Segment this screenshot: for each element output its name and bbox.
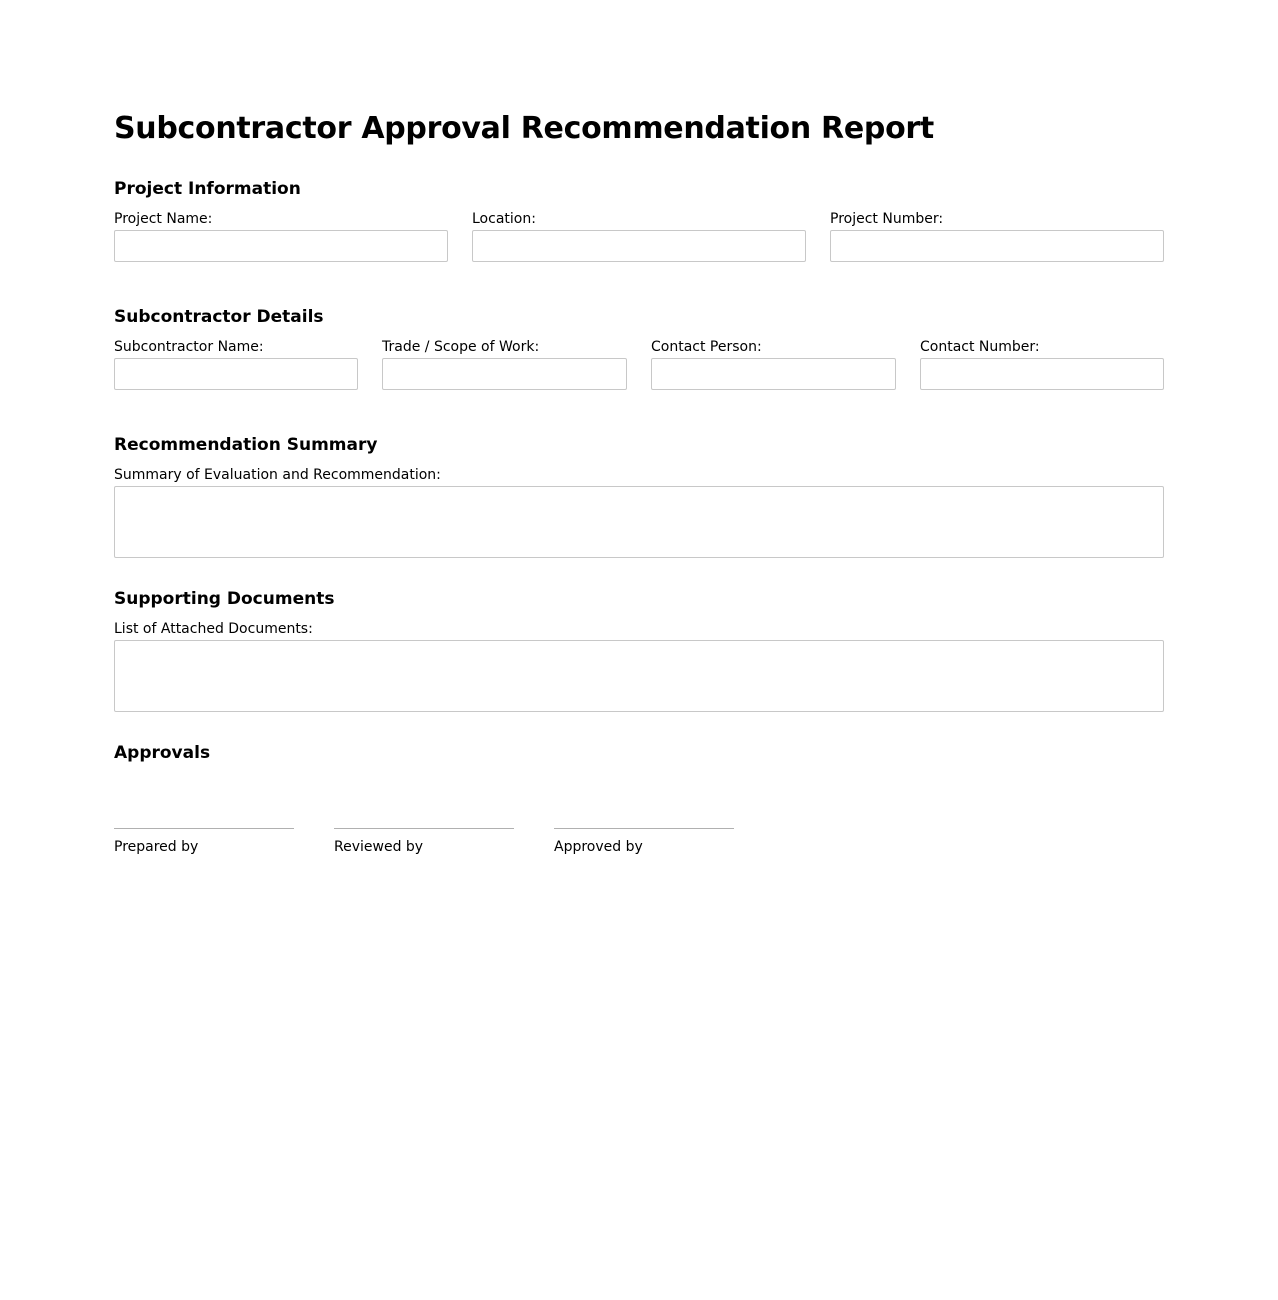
project-name-input[interactable]: [114, 230, 448, 262]
trade-scope-input[interactable]: [382, 358, 627, 390]
contact-person-input[interactable]: [651, 358, 896, 390]
location-input[interactable]: [472, 230, 806, 262]
prepared-by-signature-line[interactable]: [114, 828, 294, 829]
reviewed-by-label: Reviewed by: [334, 839, 424, 855]
project-information-heading: Project Information: [114, 179, 301, 199]
contact-number-input[interactable]: [920, 358, 1164, 390]
approved-by-label: Approved by: [554, 839, 643, 855]
approvals-heading: Approvals: [114, 743, 211, 763]
project-number-input[interactable]: [830, 230, 1164, 262]
reviewed-by-signature-line[interactable]: [334, 828, 514, 829]
page-title: Subcontractor Approval Recommendation Report: [114, 111, 934, 146]
subcontractor-name-input[interactable]: [114, 358, 358, 390]
attached-documents-label: List of Attached Documents:: [114, 621, 313, 637]
approved-by-signature-line[interactable]: [554, 828, 734, 829]
location-label: Location:: [472, 211, 536, 227]
contact-person-label: Contact Person:: [651, 339, 762, 355]
summary-label: Summary of Evaluation and Recommendation:: [114, 467, 441, 483]
recommendation-summary-heading: Recommendation Summary: [114, 435, 378, 455]
subcontractor-details-heading: Subcontractor Details: [114, 307, 324, 327]
project-number-label: Project Number:: [830, 211, 944, 227]
summary-textarea[interactable]: [114, 486, 1164, 558]
trade-scope-label: Trade / Scope of Work:: [382, 339, 540, 355]
supporting-documents-heading: Supporting Documents: [114, 589, 335, 609]
prepared-by-label: Prepared by: [114, 839, 199, 855]
project-name-label: Project Name:: [114, 211, 213, 227]
attached-documents-textarea[interactable]: [114, 640, 1164, 712]
contact-number-label: Contact Number:: [920, 339, 1040, 355]
subcontractor-name-label: Subcontractor Name:: [114, 339, 264, 355]
